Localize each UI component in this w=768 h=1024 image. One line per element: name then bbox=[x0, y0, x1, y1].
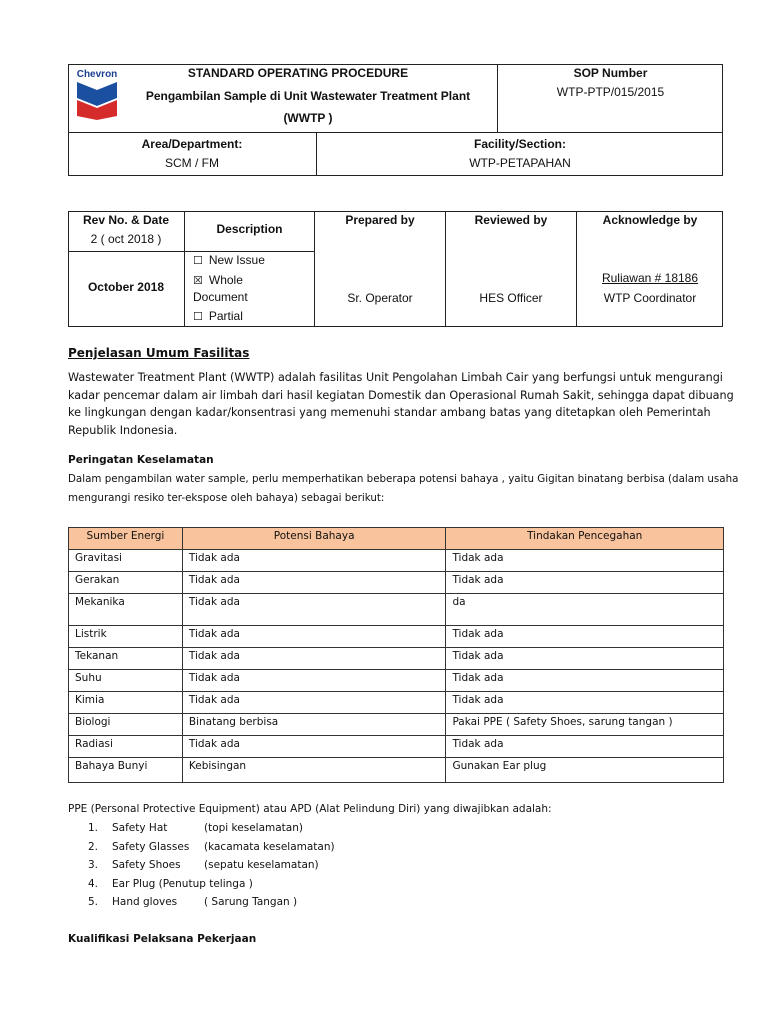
chevron-emblem-icon bbox=[74, 80, 120, 120]
table-row: Radiasi Tidak ada Tidak ada bbox=[69, 736, 724, 758]
qualification-heading: Kualifikasi Pelaksana Pekerjaan bbox=[68, 933, 257, 945]
list-item: 5. Hand gloves ( Sarung Tangan ) bbox=[88, 896, 298, 908]
option-whole-document[interactable]: ☒ Whole bbox=[193, 273, 243, 287]
ppe-intro: PPE (Personal Protective Equipment) atau APD (Alat Pelindung Diri) yang diwajibkan adalah: bbox=[68, 803, 552, 815]
ack-title: WTP Coordinator bbox=[603, 291, 697, 305]
description-options bbox=[193, 252, 313, 325]
reviewed-label: Reviewed by bbox=[474, 213, 548, 227]
column-header: Tindakan Pencegahan bbox=[446, 528, 724, 550]
prepared-value: Sr. Operator bbox=[347, 291, 413, 305]
list-item: 2. Safety Glasses (kacamata keselamatan) bbox=[88, 840, 335, 853]
sop-subtitle: Pengambilan Sample di Unit Wastewater Treatment Plant bbox=[145, 89, 471, 103]
table-row: Kimia Tidak ada Tidak ada bbox=[69, 692, 724, 714]
sop-number-label: SOP Number bbox=[573, 66, 648, 80]
facility-value: WTP-PETAPAHAN bbox=[469, 156, 571, 170]
area-value: SCM / FM bbox=[165, 156, 219, 170]
safety-intro-1: Dalam pengambilan water sample, perlu memperhatikan beberapa potensi bahaya , yaitu Gigitan binatang berbisa (dalam usaha bbox=[68, 473, 739, 485]
chevron-logo bbox=[74, 69, 120, 121]
option-partial[interactable]: ☐ Partial bbox=[193, 309, 243, 323]
sop-header bbox=[68, 64, 723, 176]
table-row: Gerakan Tidak ada Tidak ada bbox=[69, 572, 724, 594]
rev-value: 2 ( oct 2018 ) bbox=[90, 232, 162, 246]
acknowledge-label: Acknowledge by bbox=[602, 213, 698, 227]
checkbox-unchecked-icon: ☐ bbox=[193, 254, 203, 267]
table-row: Mekanika Tidak ada da bbox=[69, 594, 724, 626]
column-header: Potensi Bahaya bbox=[182, 528, 446, 550]
table-row: Tekanan Tidak ada Tidak ada bbox=[69, 648, 724, 670]
description-label: Description bbox=[216, 222, 283, 236]
sop-title: STANDARD OPERATING PROCEDURE bbox=[187, 66, 409, 80]
ppe-list bbox=[88, 822, 488, 915]
table-row: Listrik Tidak ada Tidak ada bbox=[69, 626, 724, 648]
hazard-table bbox=[68, 527, 724, 783]
checkbox-unchecked-icon: ☐ bbox=[193, 310, 203, 323]
table-row: Gravitasi Tidak ada Tidak ada bbox=[69, 550, 724, 572]
checkbox-checked-icon: ☒ bbox=[193, 274, 203, 287]
ack-name: Ruliawan # 18186 bbox=[601, 271, 699, 285]
reviewed-value: HES Officer bbox=[479, 291, 543, 305]
facility-description: Wastewater Treatment Plant (WWTP) adalah fasilitas Unit Pengolahan Limbah Cair yang berfungsi untuk mengurangi kadar pencemar dalam air limbah dari hasil kegiatan Domestik dan Operasional Rumah Sakit, sehingga dapat dibuang ke lingkungan dengan kadar/konsentrasi yang memenuhi standar ambang batas yang ditetapkan oleh Pemerintah Republik Indonesia. bbox=[68, 371, 734, 437]
table-row: Suhu Tidak ada Tidak ada bbox=[69, 670, 724, 692]
list-item: 1. Safety Hat (topi keselamatan) bbox=[88, 822, 303, 834]
option-whole-document-line2: Document bbox=[193, 290, 248, 304]
logo-text: Chevron bbox=[76, 69, 118, 80]
section-heading-facility: Penjelasan Umum Fasilitas bbox=[68, 346, 250, 360]
area-label: Area/Department: bbox=[141, 137, 243, 151]
table-row: Biologi Binatang berbisa Pakai PPE ( Safety Shoes, sarung tangan ) bbox=[69, 714, 724, 736]
facility-label: Facility/Section: bbox=[473, 137, 567, 151]
list-item: 3. Safety Shoes (sepatu keselamatan) bbox=[88, 859, 319, 871]
sop-subtitle-line2: (WWTP ) bbox=[283, 111, 333, 125]
sop-number-value: WTP-PTP/015/2015 bbox=[556, 85, 665, 99]
revision-table bbox=[68, 211, 723, 327]
safety-intro-2: mengurangi resiko ter-ekspose oleh bahaya) sebagai berikut: bbox=[68, 492, 385, 504]
column-header: Sumber Energi bbox=[69, 528, 183, 550]
prepared-label: Prepared by bbox=[345, 213, 415, 227]
safety-heading: Peringatan Keselamatan bbox=[68, 454, 214, 466]
revision-date: October 2018 bbox=[87, 280, 165, 294]
table-row: Bahaya Bunyi Kebisingan Gunakan Ear plug bbox=[69, 758, 724, 783]
rev-label: Rev No. & Date bbox=[82, 213, 170, 227]
list-item: 4. Ear Plug (Penutup telinga ) bbox=[88, 877, 253, 890]
option-new-issue[interactable]: ☐ New Issue bbox=[193, 253, 265, 267]
